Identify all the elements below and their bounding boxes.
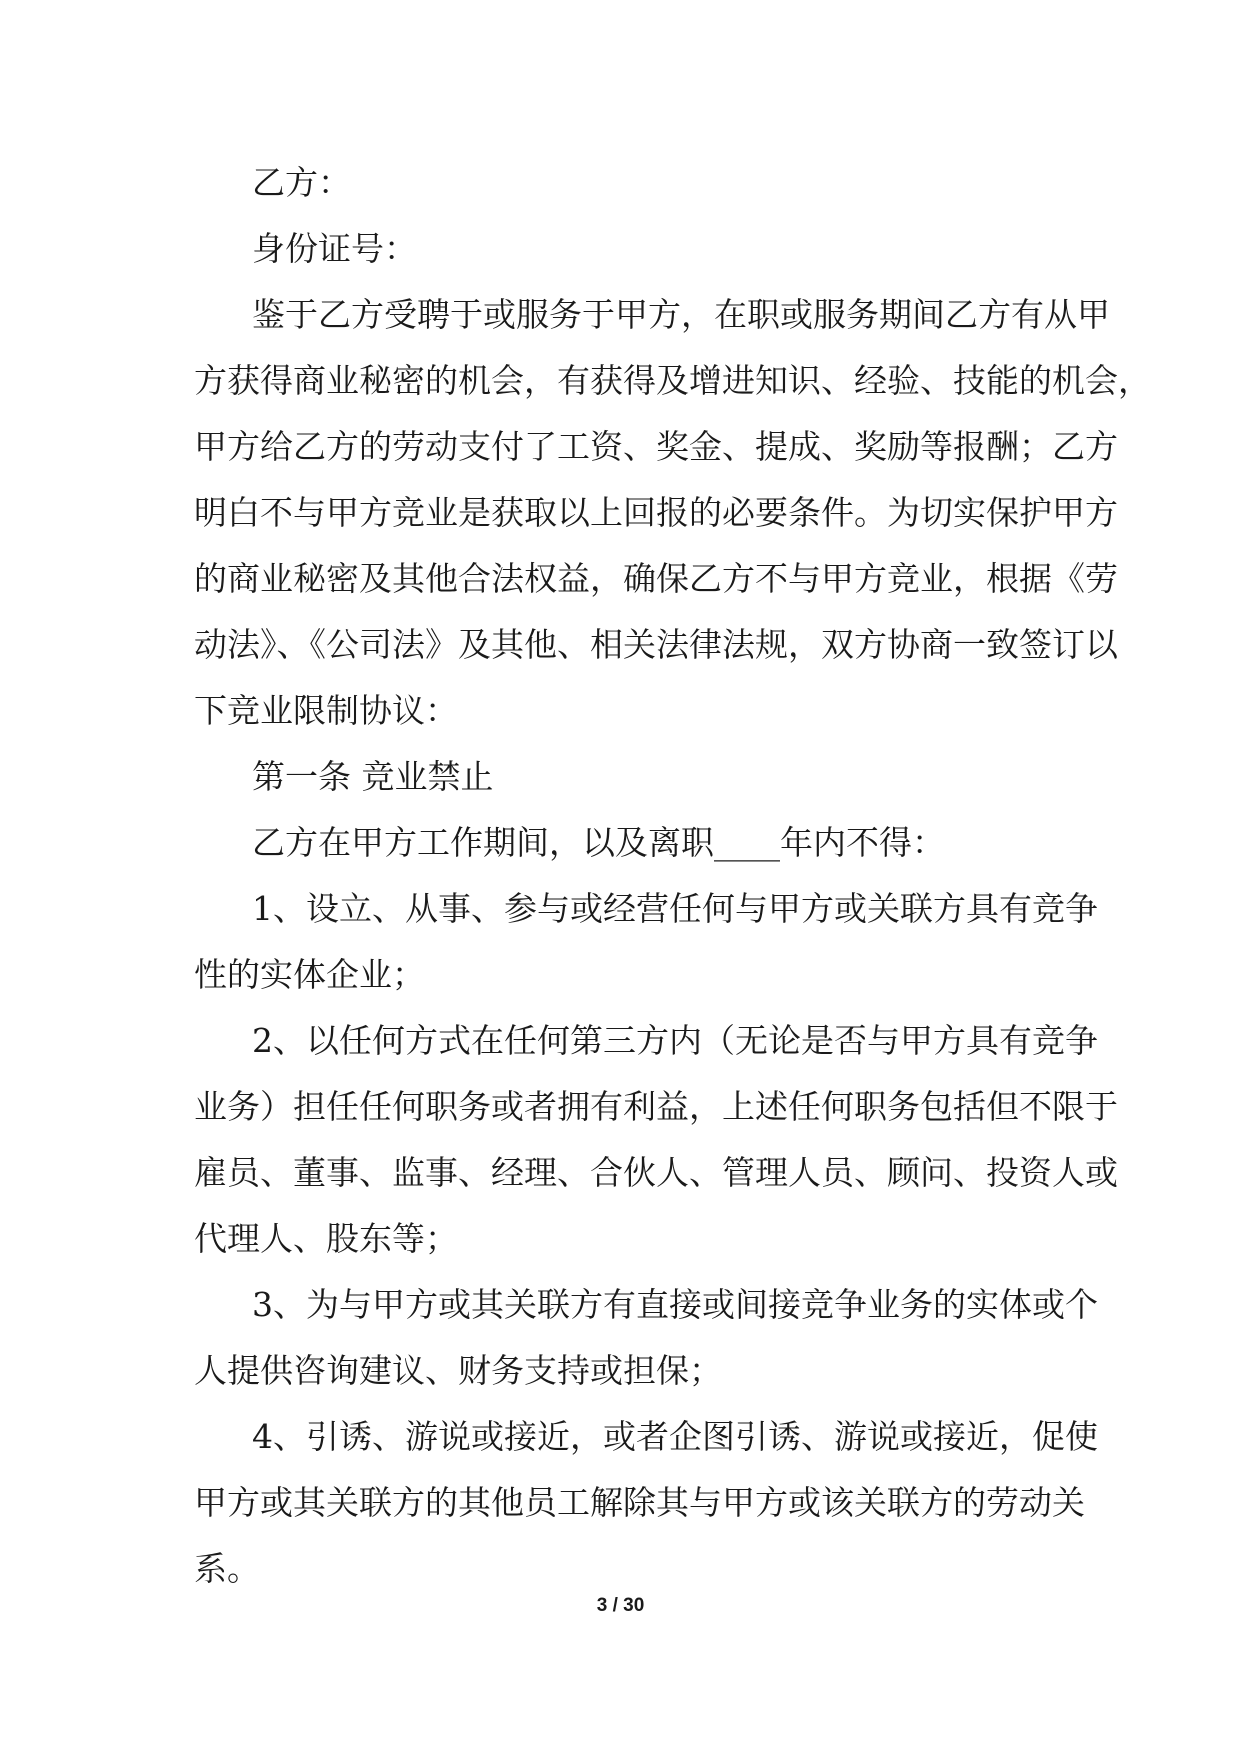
text-line: 代理人、股东等； [194,1219,458,1258]
text-line: 身份证号： [252,229,417,268]
text-line: 系。 [194,1549,260,1588]
text-line: 明白不与甲方竞业是获取以上回报的必要条件。为切实保护甲方 [194,493,1118,532]
text-line: 下竞业限制协议： [194,691,458,730]
text-line: 的商业秘密及其他合法权益，确保乙方不与甲方竞业，根据《劳 [194,559,1118,598]
text-line: 鉴于乙方受聘于或服务于甲方，在职或服务期间乙方有从甲 [252,295,1110,334]
text-line: 甲方或其关联方的其他员工解除其与甲方或该关联方的劳动关 [194,1483,1085,1522]
text-line: 性的实体企业； [194,955,425,994]
text-line: 乙方在甲方工作期间，以及离职____年内不得： [252,823,945,862]
text-line: 乙方： [252,163,351,202]
text-line: 人提供咨询建议、财务支持或担保； [194,1351,722,1390]
text-line: 方获得商业秘密的机会，有获得及增进知识、经验、技能的机会， [194,361,1151,400]
text-line: 动法》、《公司法》及其他、相关法律法规，双方协商一致签订以 [194,625,1118,664]
text-line: 雇员、董事、监事、经理、合伙人、管理人员、顾问、投资人或 [194,1153,1118,1192]
document-body [194,150,1151,1602]
text-line: 1、设立、从事、参与或经营任何与甲方或关联方具有竞争 [252,889,1098,928]
text-line: 4、引诱、游说或接近，或者企图引诱、游说或接近，促使 [252,1417,1098,1456]
text-line: 3、为与甲方或其关联方有直接或间接竞争业务的实体或个 [252,1285,1098,1324]
section-heading: 第一条 竞业禁止 [252,757,494,796]
page-number: 3 / 30 [596,1595,645,1616]
text-line: 业务）担任任何职务或者拥有利益，上述任何职务包括但不限于 [194,1087,1118,1126]
text-line: 2、以任何方式在任何第三方内（无论是否与甲方具有竞争 [252,1021,1098,1060]
text-line: 甲方给乙方的劳动支付了工资、奖金、提成、奖励等报酬；乙方 [194,427,1118,466]
